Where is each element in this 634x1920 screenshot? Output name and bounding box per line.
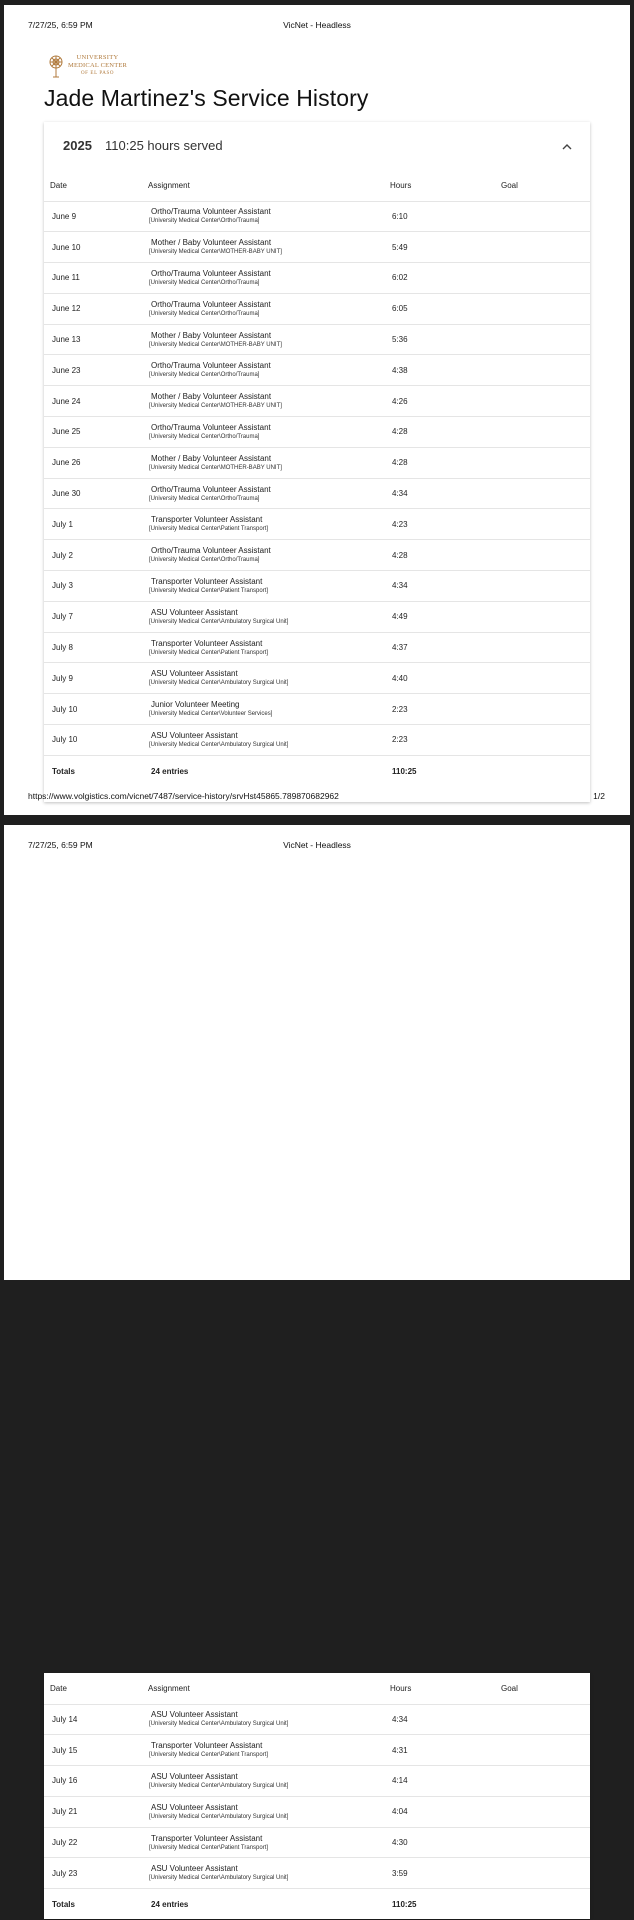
- row-date: June 26: [44, 447, 144, 478]
- assignment-title: ASU Volunteer Assistant: [151, 607, 238, 617]
- row-goal: [495, 324, 590, 355]
- year-summary-header[interactable]: [44, 122, 590, 170]
- row-goal: [495, 694, 590, 725]
- assignment-location: [University Medical Center\Ortho/Trauma]: [149, 279, 260, 286]
- row-hours: 4:49: [385, 601, 495, 632]
- totals-label: Totals: [52, 1900, 75, 1910]
- table-body: [44, 201, 590, 755]
- row-assignment: [144, 694, 385, 725]
- row-goal: [495, 355, 590, 386]
- row-hours: 3:59: [385, 1858, 495, 1889]
- assignment-title: Ortho/Trauma Volunteer Assistant: [151, 207, 271, 217]
- assignment-title: Ortho/Trauma Volunteer Assistant: [151, 361, 271, 371]
- row-date: June 24: [44, 386, 144, 417]
- totals-goal: [495, 755, 590, 786]
- assignment-location: [University Medical Center\Patient Transport]: [149, 1752, 269, 1759]
- row-hours: 6:10: [385, 201, 495, 232]
- table-row: [44, 1858, 590, 1889]
- assignment-location: [University Medical Center\MOTHER-BABY UNIT]: [149, 341, 282, 348]
- column-header-hours: Hours: [385, 1673, 495, 1704]
- row-goal: [495, 632, 590, 663]
- row-goal: [495, 1704, 590, 1735]
- row-hours: 4:37: [385, 632, 495, 663]
- totals-goal: [495, 1889, 590, 1920]
- assignment-location: [University Medical Center\Ortho/Trauma]: [149, 372, 260, 379]
- table-row: [44, 1735, 590, 1766]
- tree-emblem-icon: [48, 53, 64, 79]
- row-hours: 4:23: [385, 509, 495, 540]
- table-row: [44, 1827, 590, 1858]
- totals-entries: 24 entries: [151, 766, 189, 776]
- umc-logo: [48, 53, 127, 79]
- assignment-title: Ortho/Trauma Volunteer Assistant: [151, 422, 271, 432]
- assignment-title: ASU Volunteer Assistant: [151, 1802, 238, 1812]
- row-hours: 4:28: [385, 417, 495, 448]
- row-hours: 6:02: [385, 263, 495, 294]
- row-date: July 8: [44, 632, 144, 663]
- assignment-title: Ortho/Trauma Volunteer Assistant: [151, 484, 271, 494]
- logo-line-2: MEDICAL CENTER: [68, 62, 128, 69]
- assignment-title: ASU Volunteer Assistant: [151, 669, 238, 679]
- print-header-date: 7/27/25, 6:59 PM: [28, 20, 93, 30]
- table-row: [44, 601, 590, 632]
- row-assignment: [144, 571, 385, 602]
- totals-label: Totals: [52, 766, 75, 776]
- table-body: [44, 1704, 590, 1889]
- row-goal: [495, 540, 590, 571]
- row-assignment: [144, 1704, 385, 1735]
- totals-entries: 24 entries: [151, 1900, 189, 1910]
- row-assignment: [144, 1766, 385, 1797]
- row-hours: 4:34: [385, 571, 495, 602]
- row-assignment: [144, 509, 385, 540]
- row-hours: 4:30: [385, 1827, 495, 1858]
- column-header-hours: Hours: [385, 170, 495, 201]
- logo-line-1: UNIVERSITY: [76, 54, 119, 61]
- row-assignment: [144, 601, 385, 632]
- row-goal: [495, 386, 590, 417]
- table-row: [44, 694, 590, 725]
- row-date: July 14: [44, 1704, 144, 1735]
- row-hours: 2:23: [385, 694, 495, 725]
- assignment-location: [University Medical Center\Patient Transport]: [149, 587, 269, 594]
- assignment-title: Transporter Volunteer Assistant: [151, 1833, 263, 1843]
- row-hours: 4:14: [385, 1766, 495, 1797]
- row-hours: 6:05: [385, 293, 495, 324]
- table-row: [44, 293, 590, 324]
- logo-line-3: OF EL PASO: [80, 71, 115, 76]
- table-row: [44, 201, 590, 232]
- table-row: [44, 509, 590, 540]
- row-assignment: [144, 232, 385, 263]
- row-date: June 9: [44, 201, 144, 232]
- row-hours: 2:23: [385, 725, 495, 756]
- assignment-location: [University Medical Center\Ambulatory Surgical Unit]: [149, 680, 289, 687]
- assignment-location: [University Medical Center\Ortho/Trauma]: [149, 433, 260, 440]
- assignment-location: [University Medical Center\Ambulatory Surgical Unit]: [149, 741, 289, 748]
- hours-served-label: 110:25 hours served: [105, 138, 223, 153]
- row-goal: [495, 201, 590, 232]
- print-page-1: [4, 5, 630, 815]
- assignment-location: [University Medical Center\Ambulatory Surgical Unit]: [149, 1813, 289, 1820]
- column-header-date: Date: [44, 1673, 144, 1704]
- assignment-title: Transporter Volunteer Assistant: [151, 515, 263, 525]
- service-history-card: [44, 122, 590, 802]
- table-row: [44, 355, 590, 386]
- table-row: [44, 324, 590, 355]
- row-assignment: [144, 355, 385, 386]
- row-goal: [495, 1858, 590, 1889]
- assignment-location: [University Medical Center\MOTHER-BABY UNIT]: [149, 403, 282, 410]
- assignment-title: Ortho/Trauma Volunteer Assistant: [151, 268, 271, 278]
- table-row: [44, 447, 590, 478]
- assignment-title: Mother / Baby Volunteer Assistant: [151, 330, 272, 340]
- table-header-row: [44, 170, 590, 201]
- assignment-title: ASU Volunteer Assistant: [151, 730, 238, 740]
- row-hours: 4:34: [385, 478, 495, 509]
- assignment-title: Transporter Volunteer Assistant: [151, 576, 263, 586]
- row-goal: [495, 263, 590, 294]
- row-assignment: [144, 1796, 385, 1827]
- row-hours: 4:26: [385, 386, 495, 417]
- row-assignment: [144, 201, 385, 232]
- column-header-date: Date: [44, 170, 144, 201]
- row-goal: [495, 1796, 590, 1827]
- table-row: [44, 478, 590, 509]
- row-date: July 10: [44, 694, 144, 725]
- assignment-location: [University Medical Center\Patient Transport]: [149, 649, 269, 656]
- row-date: July 21: [44, 1796, 144, 1827]
- year-label: 2025: [63, 138, 92, 153]
- row-hours: 4:31: [385, 1735, 495, 1766]
- table-row: [44, 632, 590, 663]
- row-goal: [495, 571, 590, 602]
- table-row: [44, 1796, 590, 1827]
- assignment-title: Ortho/Trauma Volunteer Assistant: [151, 546, 271, 556]
- row-assignment: [144, 725, 385, 756]
- assignment-title: ASU Volunteer Assistant: [151, 1710, 238, 1720]
- row-date: July 23: [44, 1858, 144, 1889]
- row-date: June 25: [44, 417, 144, 448]
- assignment-title: ASU Volunteer Assistant: [151, 1864, 238, 1874]
- row-hours: 5:49: [385, 232, 495, 263]
- row-assignment: [144, 263, 385, 294]
- row-assignment: [144, 417, 385, 448]
- row-goal: [495, 663, 590, 694]
- service-history-table-continued: [44, 1673, 590, 1920]
- column-header-goal: Goal: [495, 1673, 590, 1704]
- table-row: [44, 232, 590, 263]
- row-goal: [495, 1735, 590, 1766]
- table-row: [44, 417, 590, 448]
- row-goal: [495, 447, 590, 478]
- totals-hours: 110:25: [392, 1900, 417, 1910]
- column-header-goal: Goal: [495, 170, 590, 201]
- assignment-title: Mother / Baby Volunteer Assistant: [151, 392, 272, 402]
- row-hours: 4:04: [385, 1796, 495, 1827]
- totals-row: [44, 755, 590, 786]
- assignment-title: Junior Volunteer Meeting: [151, 700, 240, 710]
- assignment-location: [University Medical Center\Patient Transport]: [149, 526, 269, 533]
- column-header-assignment: Assignment: [144, 170, 385, 201]
- row-goal: [495, 509, 590, 540]
- print-footer-page-number: 1/2: [593, 791, 605, 801]
- row-goal: [495, 232, 590, 263]
- print-footer-url: https://www.volgistics.com/vicnet/7487/service-history/srvHst45865.789870682962: [28, 791, 339, 801]
- assignment-location: [University Medical Center\Ortho/Trauma]: [149, 557, 260, 564]
- assignment-location: [University Medical Center\Ortho/Trauma]: [149, 310, 260, 317]
- row-date: July 16: [44, 1766, 144, 1797]
- row-assignment: [144, 478, 385, 509]
- assignment-location: [University Medical Center\MOTHER-BABY UNIT]: [149, 249, 282, 256]
- row-date: July 3: [44, 571, 144, 602]
- row-date: July 9: [44, 663, 144, 694]
- assignment-title: Transporter Volunteer Assistant: [151, 638, 263, 648]
- row-assignment: [144, 447, 385, 478]
- table-row: [44, 1766, 590, 1797]
- assignment-title: Ortho/Trauma Volunteer Assistant: [151, 299, 271, 309]
- row-assignment: [144, 1827, 385, 1858]
- service-history-table: [44, 170, 590, 786]
- service-history-card-continued: [44, 1673, 590, 1919]
- row-goal: [495, 1827, 590, 1858]
- row-date: June 13: [44, 324, 144, 355]
- row-date: June 11: [44, 263, 144, 294]
- print-page-2: [4, 825, 630, 1910]
- page-title: Jade Martinez's Service History: [44, 85, 369, 111]
- table-row: [44, 386, 590, 417]
- assignment-location: [University Medical Center\MOTHER-BABY UNIT]: [149, 464, 282, 471]
- assignment-title: ASU Volunteer Assistant: [151, 1771, 238, 1781]
- row-date: July 15: [44, 1735, 144, 1766]
- table-row: [44, 263, 590, 294]
- assignment-title: Mother / Baby Volunteer Assistant: [151, 238, 272, 248]
- row-date: June 23: [44, 355, 144, 386]
- row-assignment: [144, 1858, 385, 1889]
- row-hours: 4:28: [385, 540, 495, 571]
- row-goal: [495, 725, 590, 756]
- row-goal: [495, 1766, 590, 1797]
- row-date: June 12: [44, 293, 144, 324]
- chevron-up-icon[interactable]: [561, 139, 573, 149]
- column-header-assignment: Assignment: [144, 1673, 385, 1704]
- print-header-date: 7/27/25, 6:59 PM: [28, 840, 93, 850]
- row-date: July 2: [44, 540, 144, 571]
- row-goal: [495, 601, 590, 632]
- table-row: [44, 663, 590, 694]
- row-assignment: [144, 540, 385, 571]
- assignment-location: [University Medical Center\Ambulatory Surgical Unit]: [149, 1721, 289, 1728]
- row-assignment: [144, 663, 385, 694]
- assignment-location: [University Medical Center\Ortho/Trauma]: [149, 218, 260, 225]
- assignment-location: [University Medical Center\Ambulatory Surgical Unit]: [149, 1782, 289, 1789]
- assignment-location: [University Medical Center\Patient Transport]: [149, 1844, 269, 1851]
- assignment-location: [University Medical Center\Ambulatory Surgical Unit]: [149, 1875, 289, 1882]
- totals-hours: 110:25: [392, 766, 417, 776]
- print-header-title: VicNet - Headless: [283, 20, 351, 30]
- table-row: [44, 540, 590, 571]
- row-assignment: [144, 386, 385, 417]
- row-assignment: [144, 1735, 385, 1766]
- assignment-location: [University Medical Center\Volunteer Services]: [149, 711, 273, 718]
- table-header-row: [44, 1673, 590, 1704]
- row-goal: [495, 478, 590, 509]
- row-goal: [495, 293, 590, 324]
- assignment-title: Transporter Volunteer Assistant: [151, 1741, 263, 1751]
- row-assignment: [144, 293, 385, 324]
- table-row: [44, 1704, 590, 1735]
- row-date: July 1: [44, 509, 144, 540]
- print-header-title: VicNet - Headless: [283, 840, 351, 850]
- table-row: [44, 571, 590, 602]
- table-row: [44, 725, 590, 756]
- assignment-title: Mother / Baby Volunteer Assistant: [151, 453, 272, 463]
- row-date: July 10: [44, 725, 144, 756]
- row-date: July 22: [44, 1827, 144, 1858]
- row-hours: 4:40: [385, 663, 495, 694]
- row-hours: 4:28: [385, 447, 495, 478]
- row-date: June 30: [44, 478, 144, 509]
- row-assignment: [144, 632, 385, 663]
- row-goal: [495, 417, 590, 448]
- row-date: June 10: [44, 232, 144, 263]
- totals-row: [44, 1889, 590, 1920]
- assignment-location: [University Medical Center\Ortho/Trauma]: [149, 495, 260, 502]
- row-assignment: [144, 324, 385, 355]
- row-hours: 5:36: [385, 324, 495, 355]
- assignment-location: [University Medical Center\Ambulatory Surgical Unit]: [149, 618, 289, 625]
- row-date: July 7: [44, 601, 144, 632]
- row-hours: 4:38: [385, 355, 495, 386]
- row-hours: 4:34: [385, 1704, 495, 1735]
